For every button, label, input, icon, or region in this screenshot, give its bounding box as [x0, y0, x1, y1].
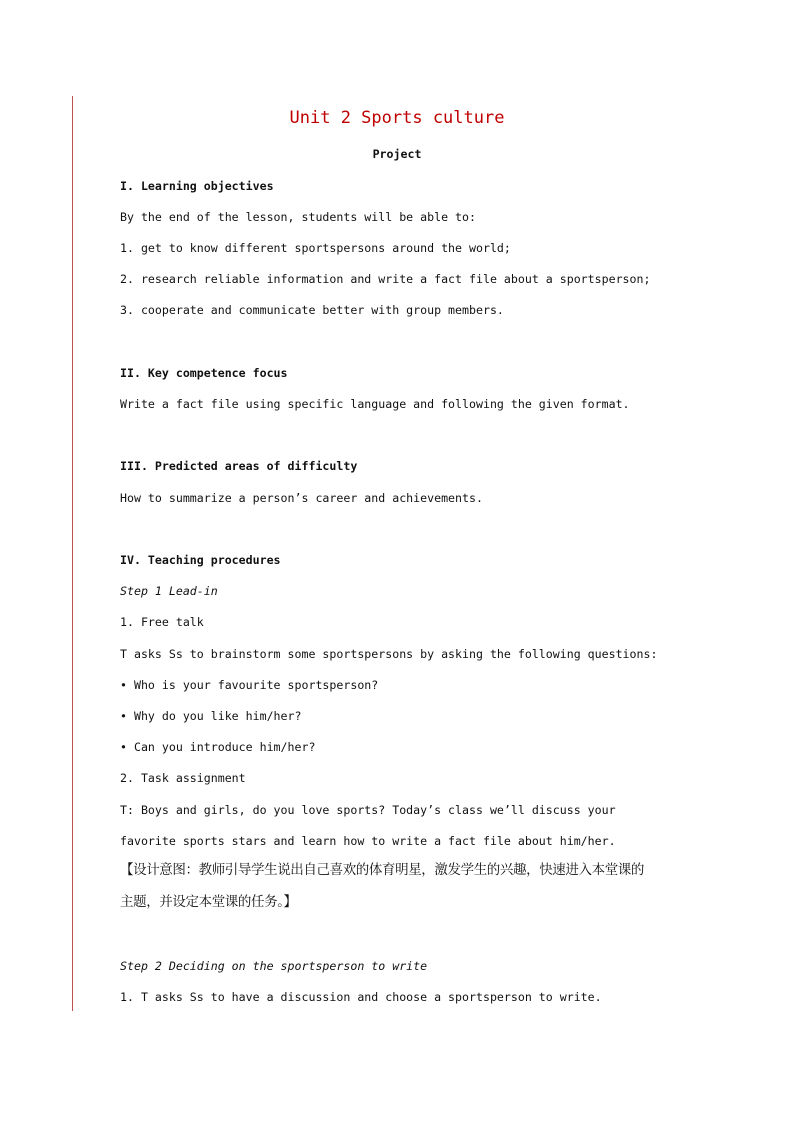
competence-text: Write a fact file using specific language and following the given format.	[120, 397, 630, 411]
section-heading-competence: II. Key competence focus	[120, 366, 288, 380]
objective-item: 3. cooperate and communicate better with group members.	[120, 303, 504, 317]
teacher-speech-line: T: Boys and girls, do you love sports? Today’s class we’ll discuss your	[120, 803, 616, 817]
document-title: Unit 2 Sports culture	[289, 108, 505, 128]
step2-item: 1. T asks Ss to have a discussion and choose a sportsperson to write.	[120, 990, 602, 1004]
margin-line	[72, 96, 73, 1011]
objective-item: 1. get to know different sportspersons around the world;	[120, 241, 511, 255]
question-item: • Who is your favourite sportsperson?	[120, 678, 379, 692]
question-item: • Can you introduce him/her?	[120, 740, 316, 754]
brainstorm-instruction: T asks Ss to brainstorm some sportspersons by asking the following questions:	[120, 647, 658, 661]
difficulty-text: How to summarize a person’s career and achievements.	[120, 491, 483, 505]
objective-item: 2. research reliable information and write a fact file about a sportsperson;	[120, 272, 651, 286]
document-subtitle: Project	[372, 147, 422, 161]
section-heading-difficulty: III. Predicted areas of difficulty	[120, 459, 358, 473]
step2-title: Step 2 Deciding on the sportsperson to write	[120, 959, 428, 973]
design-intent-line: 【设计意图：教师引导学生说出自己喜欢的体育明星，激发学生的兴趣，快速进入本堂课的	[120, 862, 644, 878]
teacher-speech-line: favorite sports stars and learn how to write a fact file about him/her.	[120, 834, 616, 848]
objectives-intro: By the end of the lesson, students will be able to:	[120, 210, 476, 224]
design-intent-line: 主题，并设定本堂课的任务。】	[120, 894, 297, 910]
task-assignment-label: 2. Task assignment	[120, 771, 246, 785]
free-talk-label: 1. Free talk	[120, 615, 204, 629]
section-heading-procedures: IV. Teaching procedures	[120, 553, 281, 567]
step1-title: Step 1 Lead-in	[120, 584, 218, 598]
question-item: • Why do you like him/her?	[120, 709, 302, 723]
section-heading-objectives: I. Learning objectives	[120, 179, 274, 193]
